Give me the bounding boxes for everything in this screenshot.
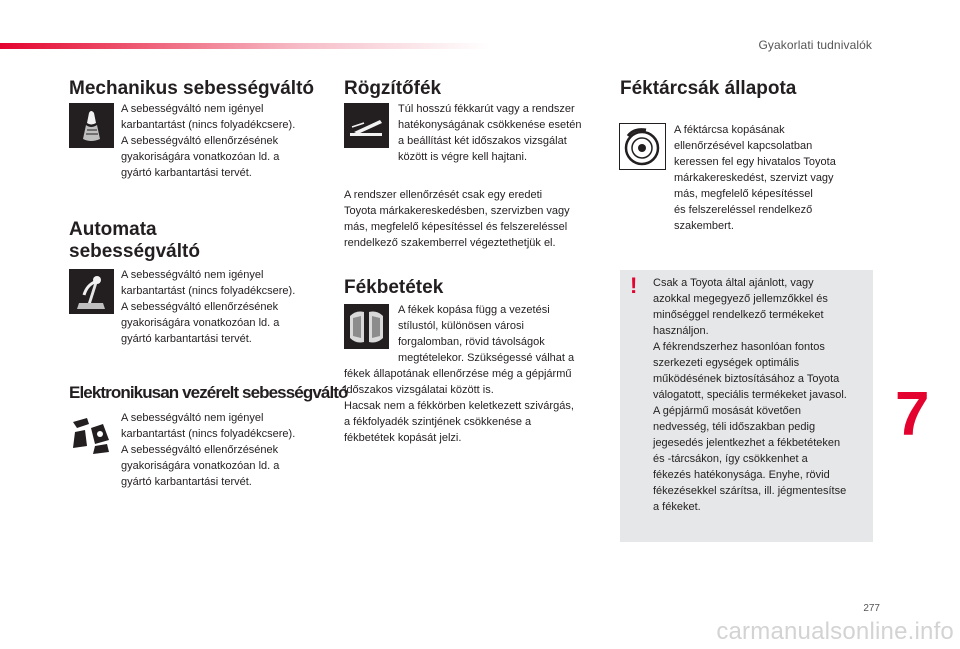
parking-brake-heading: Rögzítőfék xyxy=(344,78,442,99)
text-line: a fékfolyadék szintjének csökkenése a xyxy=(344,416,532,428)
text-line: A fékek kopása függ a vezetési xyxy=(398,304,550,316)
brake-pads-icon xyxy=(344,304,389,349)
parking-brake-text xyxy=(398,101,581,165)
text-line: szerkezeti egységek optimális xyxy=(653,357,800,369)
text-line: A rendszer ellenőrzését csak egy eredeti xyxy=(344,189,543,201)
text-line: között is végre kell hajtani. xyxy=(398,151,528,163)
header-title: Gyakorlati tudnivalók xyxy=(758,38,872,52)
manual-gearbox-text xyxy=(121,101,295,181)
text-line: A sebességváltó ellenőrzésének xyxy=(121,135,279,147)
electronic-gearbox-text xyxy=(121,410,295,490)
text-line: és felszereléssel rendelkező xyxy=(674,204,813,216)
text-line: keressen fel egy hivatalos Toyota xyxy=(674,156,836,168)
text-line: szakembert. xyxy=(674,220,734,232)
parking-brake-paragraph xyxy=(344,187,570,251)
brake-pads-paragraph xyxy=(344,366,574,446)
text-line: nedvesség, téli időszakban pedig xyxy=(653,421,816,433)
text-line: stílustól, különösen városi xyxy=(398,320,524,332)
text-line: más, megfelelő képesítéssel és felszereléssel xyxy=(344,221,568,233)
text-line: karbantartást (nincs folyadékcsere). xyxy=(121,119,296,131)
chapter-number: 7 xyxy=(895,380,930,449)
text-line: forgalomban, rövid távolságok xyxy=(398,336,545,348)
text-line: fékek állapotának ellenőrzése még a gépjármű xyxy=(344,368,572,380)
automatic-gearbox-text xyxy=(121,267,295,347)
text-line: működésének biztosításához a Toyota xyxy=(653,373,840,385)
brake-pads-text xyxy=(398,302,574,366)
text-line: Csak a Toyota által ajánlott, vagy xyxy=(653,277,814,289)
parking-brake-lever-icon xyxy=(344,103,389,148)
text-line: jegesedés jelentkezhet a fékbetéteken xyxy=(653,437,841,449)
text-line: hatékonyságának csökkenése esetén xyxy=(398,119,582,131)
text-line: megtételekor. Szükségessé válhat a xyxy=(398,352,575,364)
text-line: rendelkező szakemberrel végeztethetjük el. xyxy=(344,237,556,249)
text-line: a fékeket. xyxy=(653,501,701,513)
manual-gear-lever-icon xyxy=(69,103,114,148)
text-line: és -tárcsákon, így csökkenhet a xyxy=(653,453,808,465)
text-line: A féktárcsa kopásának xyxy=(674,124,785,136)
heading-line: Automata xyxy=(69,219,157,240)
text-line: Toyota márkakereskedésben, szervizben vagy xyxy=(344,205,570,217)
text-line: fékezésekkel szárítsa, ill. jégmentesítse xyxy=(653,485,847,497)
watermark: carmanualsonline.info xyxy=(716,618,954,645)
page-number: 277 xyxy=(863,603,880,614)
automatic-gear-lever-icon xyxy=(69,269,114,314)
text-line: gyártó karbantartási tervét. xyxy=(121,333,252,345)
text-line: A fékrendszerhez hasonlóan fontos xyxy=(653,341,825,353)
manual-gearbox-heading: Mechanikus sebességváltó xyxy=(69,78,314,99)
text-line: Hacsak nem a fékkörben keletkezett szivárgás, xyxy=(344,400,574,412)
text-line: válogatott, speciális termékeket javasol. xyxy=(653,389,847,401)
text-line: A sebességváltó ellenőrzésének xyxy=(121,301,279,313)
text-line: időszakos vizsgálatai között is. xyxy=(344,384,494,396)
text-line: gyártó karbantartási tervét. xyxy=(121,476,252,488)
header-accent-bar xyxy=(0,43,490,49)
brake-pads-heading: Fékbetétek xyxy=(344,277,444,298)
brake-discs-heading: Féktárcsák állapota xyxy=(620,78,797,99)
electronic-gearbox-heading: Elektronikusan vezérelt sebességváltó xyxy=(69,383,348,402)
text-line: azokkal megegyező jellemzőkkel és xyxy=(653,293,828,305)
text-line: A sebességváltó ellenőrzésének xyxy=(121,444,279,456)
text-line: A sebességváltó nem igényel xyxy=(121,412,264,424)
text-line: a beállítást két időszakos vizsgálat xyxy=(398,135,567,147)
text-line: gyakoriságára vonatkozóan ld. a xyxy=(121,460,280,472)
text-line: gyártó karbantartási tervét. xyxy=(121,167,252,179)
text-line: minőséggel rendelkező termékeket xyxy=(653,309,824,321)
text-line: fékezés hatékonysága. Enyhe, rövid xyxy=(653,469,830,481)
text-line: ellenőrzésével kapcsolatban xyxy=(674,140,813,152)
text-line: karbantartást (nincs folyadékcsere). xyxy=(121,285,296,297)
text-line: Túl hosszú fékkarút vagy a rendszer xyxy=(398,103,575,115)
warning-exclamation-icon: ! xyxy=(630,273,638,298)
heading-line: sebességváltó xyxy=(69,241,200,262)
text-line: karbantartást (nincs folyadékcsere). xyxy=(121,428,296,440)
text-line: fékbetétek kopását jelzi. xyxy=(344,432,462,444)
text-line: A gépjármű mosását követően xyxy=(653,405,801,417)
electronic-gearbox-icon xyxy=(69,412,114,457)
warning-text xyxy=(653,275,847,515)
text-line: gyakoriságára vonatkozóan ld. a xyxy=(121,317,280,329)
text-line: A sebességváltó nem igényel xyxy=(121,269,264,281)
text-line: A sebességváltó nem igényel xyxy=(121,103,264,115)
brake-discs-text xyxy=(674,122,836,234)
text-line: márkakereskedést, szervizt vagy xyxy=(674,172,834,184)
text-line: gyakoriságára vonatkozóan ld. a xyxy=(121,151,280,163)
brake-disc-icon xyxy=(620,124,665,169)
automatic-gearbox-heading xyxy=(69,219,200,263)
text-line: használjon. xyxy=(653,325,709,337)
text-line: más, megfelelő képesítéssel xyxy=(674,188,813,200)
